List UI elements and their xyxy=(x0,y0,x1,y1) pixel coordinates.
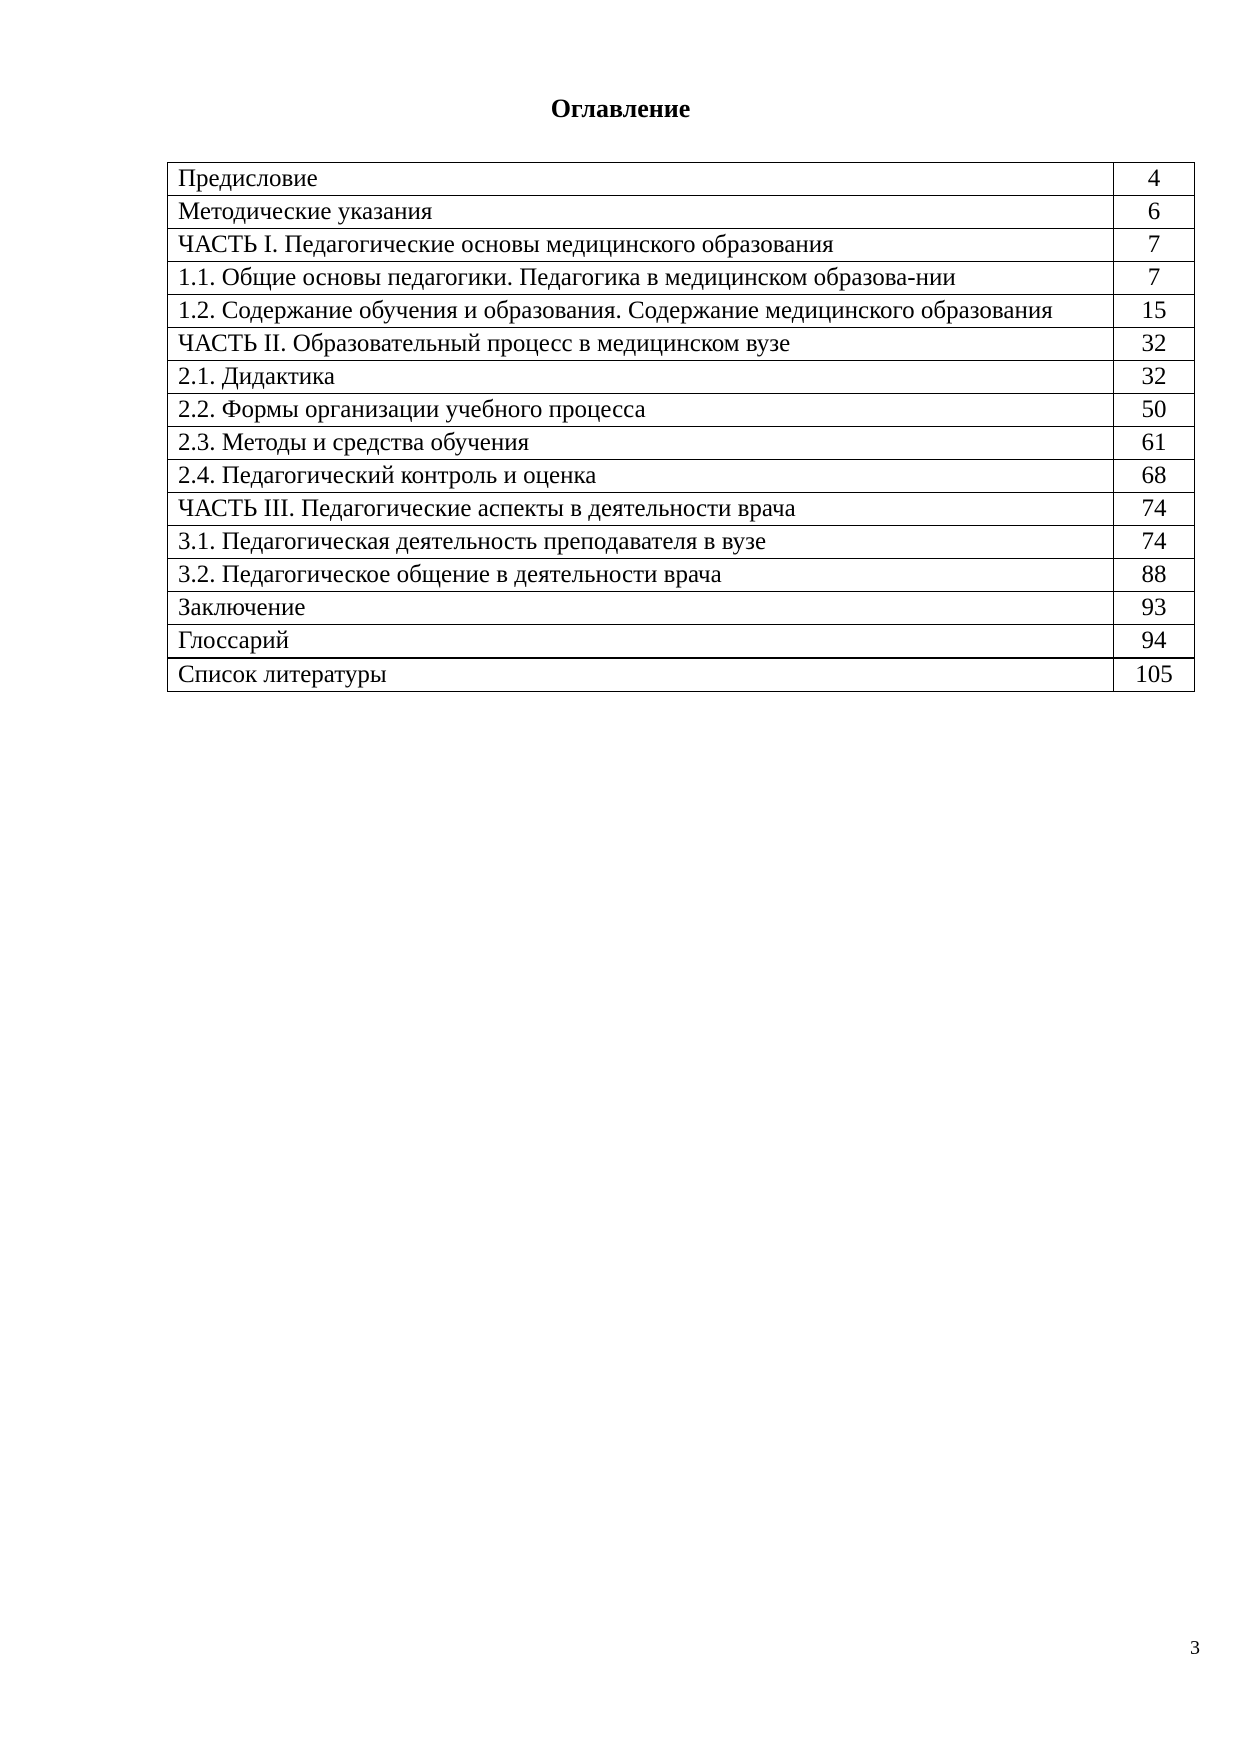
table-of-contents xyxy=(167,162,1195,692)
toc-entry-title: 2.2. Формы организации учебного процесса xyxy=(168,394,1114,427)
toc-entry-page: 7 xyxy=(1114,262,1195,295)
toc-entry-page: 74 xyxy=(1114,493,1195,526)
toc-entry-title: 3.1. Педагогическая деятельность преподавателя в вузе xyxy=(168,526,1114,559)
toc-entry-title: 2.3. Методы и средства обучения xyxy=(168,427,1114,460)
toc-entry-title: 1.1. Общие основы педагогики. Педагогика в медицинском образова-нии xyxy=(168,262,1114,295)
toc-entry-page: 74 xyxy=(1114,526,1195,559)
toc-entry-title: 1.2. Содержание обучения и образования. Содержание медицинского образования xyxy=(168,295,1114,328)
toc-entry-title: Заключение xyxy=(168,592,1114,625)
table-row xyxy=(168,328,1195,361)
table-row xyxy=(168,196,1195,229)
toc-entry-page: 7 xyxy=(1114,229,1195,262)
table-row xyxy=(168,295,1195,328)
toc-entry-title: ЧАСТЬ III. Педагогические аспекты в деятельности врача xyxy=(168,493,1114,526)
toc-entry-page: 6 xyxy=(1114,196,1195,229)
table-row xyxy=(168,592,1195,625)
table-row xyxy=(168,625,1195,659)
table-row xyxy=(168,526,1195,559)
table-row xyxy=(168,394,1195,427)
toc-entry-title: Предисловие xyxy=(168,163,1114,196)
toc-entry-title: Глоссарий xyxy=(168,625,1114,659)
toc-entry-title: 2.1. Дидактика xyxy=(168,361,1114,394)
table-row xyxy=(168,229,1195,262)
toc-entry-page: 15 xyxy=(1114,295,1195,328)
toc-entry-title: ЧАСТЬ I. Педагогические основы медицинского образования xyxy=(168,229,1114,262)
toc-entry-page: 4 xyxy=(1114,163,1195,196)
table-row xyxy=(168,460,1195,493)
table-row xyxy=(168,427,1195,460)
table-row xyxy=(168,361,1195,394)
table-row xyxy=(168,262,1195,295)
toc-entry-page: 88 xyxy=(1114,559,1195,592)
toc-entry-title: 2.4. Педагогический контроль и оценка xyxy=(168,460,1114,493)
toc-entry-page: 50 xyxy=(1114,394,1195,427)
toc-entry-page: 93 xyxy=(1114,592,1195,625)
toc-entry-page: 94 xyxy=(1114,625,1195,659)
page-title: Оглавление xyxy=(550,94,691,123)
toc-entry-title: ЧАСТЬ II. Образовательный процесс в медицинском вузе xyxy=(168,328,1114,361)
toc-entry-page: 61 xyxy=(1114,427,1195,460)
toc-entry-page: 68 xyxy=(1114,460,1195,493)
table-row xyxy=(168,658,1195,692)
toc-entry-title: Список литературы xyxy=(168,658,1114,692)
table-row xyxy=(168,163,1195,196)
toc-entry-title: 3.2. Педагогическое общение в деятельности врача xyxy=(168,559,1114,592)
page-number: 3 xyxy=(1190,1637,1200,1659)
table-row xyxy=(168,559,1195,592)
toc-entry-page: 32 xyxy=(1114,361,1195,394)
toc-entry-title: Методические указания xyxy=(168,196,1114,229)
table-row xyxy=(168,493,1195,526)
toc-entry-page: 105 xyxy=(1114,658,1195,692)
toc-entry-page: 32 xyxy=(1114,328,1195,361)
